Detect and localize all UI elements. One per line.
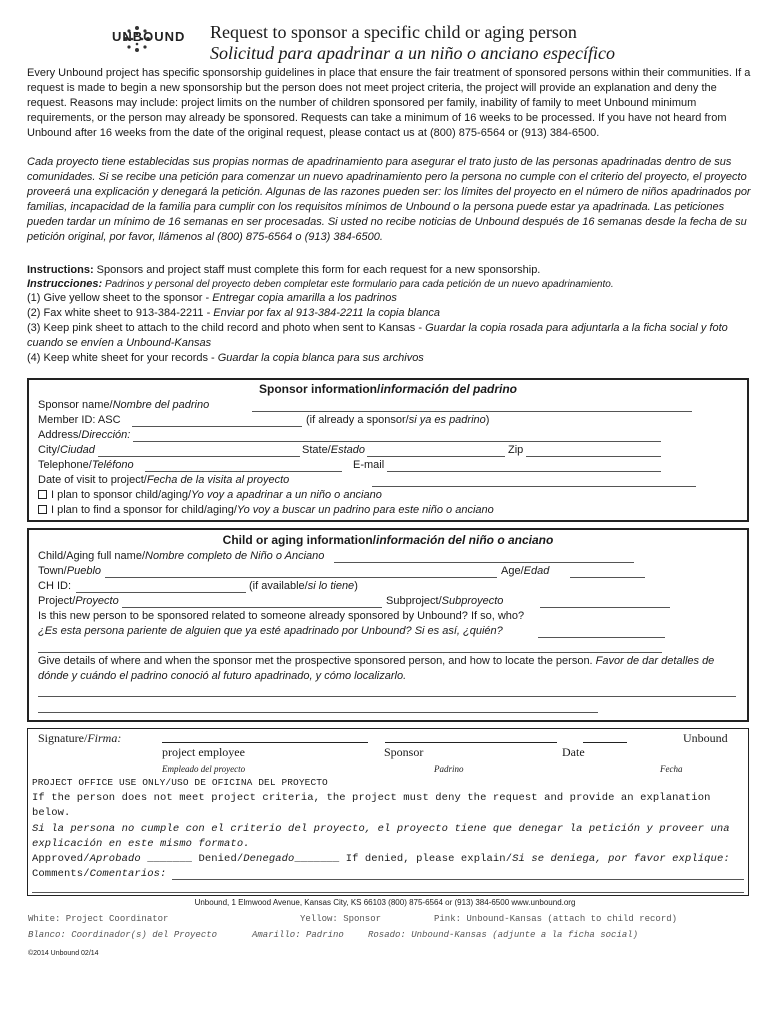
deny-note-es: Si la persona no cumple con el criterio del proyecto, el proyecto tiene que denegar la petición y proveer una <box>32 823 730 835</box>
copy-white-es: Blanco: Coordinador(s) del Proyecto <box>28 930 218 940</box>
details-field-line1[interactable] <box>38 696 736 697</box>
comments-field[interactable] <box>172 879 744 880</box>
chid-label: CH ID: <box>38 580 71 592</box>
sponsor-name-label: Sponsor name/Nombre del padrino <box>38 399 210 411</box>
age-label: Age/Edad <box>501 565 550 577</box>
checkbox[interactable] <box>38 490 47 499</box>
checkbox[interactable] <box>38 505 47 514</box>
member-id-label: Member ID: ASC <box>38 414 121 426</box>
telephone-field[interactable] <box>145 471 342 472</box>
address-field[interactable] <box>133 441 661 442</box>
project-label: Project/Proyecto <box>38 595 119 607</box>
email-label: E-mail <box>353 459 385 471</box>
email-field[interactable] <box>387 471 661 472</box>
approval-row: Approved/Aprobado _______ Denied/Denegado_______ If denied, please explain/Si se deniega, por favor explique: <box>32 853 730 865</box>
member-id-note: (if already a sponsor/si ya es padrino) <box>306 414 490 426</box>
instructions-en: Instructions: Sponsors and project staff must complete this form for each request for a new sponsorship. <box>27 264 541 276</box>
city-label: City/Ciudad <box>38 444 95 456</box>
step-2: (2) Fax white sheet to 913-384-2211 - Enviar por fax al 913-384-2211 la copia blanca <box>27 307 440 319</box>
footer-address: Unbound, 1 Elmwood Avenue, Kansas City, KS 66103 (800) 875-6564 or (913) 384-6500 www.unbound.org <box>194 898 576 907</box>
zip-field[interactable] <box>526 456 661 457</box>
project-field[interactable] <box>122 607 382 608</box>
copyright: ©2014 Unbound 02/14 <box>28 950 99 957</box>
child-name-label: Child/Aging full name/Nombre completo de Niño o Anciano <box>38 550 325 562</box>
visit-date-field[interactable] <box>372 486 696 487</box>
page-title: Request to sponsor a specific child or aging person <box>210 22 577 42</box>
details-prompt-en: Give details of where and when the sponsor met the prospective sponsored person, and how to locate the person. Favor de dar detalles de <box>38 655 715 667</box>
signature-label: Signature/Firma: <box>38 731 122 745</box>
deny-note-en: If the person does not meet project criteria, the project must deny the request and provide an explanation <box>32 792 711 804</box>
option-sponsor-child[interactable]: I plan to sponsor child/aging/Yo voy a apadrinar a un niño o anciano <box>38 488 382 503</box>
deny-note-es-cont: explicación en este mismo formato. <box>32 838 250 850</box>
child-section-title: Child or aging information/información del niño o anciano <box>222 533 554 547</box>
step-4: (4) Keep white sheet for your records - Guardar la copia blanca para sus archivos <box>27 352 424 364</box>
date-label-es: Fecha <box>660 764 683 774</box>
step-3-cont: cuando se envíen a Unbound-Kansas <box>27 337 212 349</box>
date-label: Date <box>562 745 585 759</box>
age-field[interactable] <box>570 577 645 578</box>
sponsor-name-field[interactable] <box>252 411 692 412</box>
related-field[interactable] <box>538 637 665 638</box>
option-find-sponsor[interactable]: I plan to find a sponsor for child/aging/Yo voy a buscar un padrino para este niño o anciano <box>38 503 494 518</box>
subproject-field[interactable] <box>540 607 670 608</box>
project-employee-label: project employee <box>162 745 245 759</box>
instructions-es: Instrucciones: Padrinos y personal del proyecto deben completar este formulario para cada petición de un nuevo apadrinamiento. <box>27 278 614 290</box>
sponsor-signature-field[interactable] <box>385 742 557 743</box>
sponsor-section-title: Sponsor information/información del padrino <box>258 382 518 396</box>
details-prompt-es: dónde y cuándo el padrino conoció al futuro apadrinado, y cómo localizarlo. <box>38 670 407 682</box>
unbound-label: Unbound <box>683 731 728 745</box>
child-name-field[interactable] <box>334 562 634 563</box>
office-use-heading: PROJECT OFFICE USE ONLY/USO DE OFICINA DEL PROYECTO <box>32 777 328 788</box>
sponsor-label: Sponsor <box>384 745 424 759</box>
telephone-label: Telephone/Teléfono <box>38 459 134 471</box>
intro-spanish: Cada proyecto tiene establecidas sus propias normas de apadrinamiento para asegurar el trato justo de las personas apadrinadas dentro de sus comunidades. Si se recibe una petición para comenzar un nuevo apadrinamiento pero la persona no cumple con el criterio del proyecto, el proyecto proveerá una explicación y denegará la petición. Algunas de las razones pueden ser: los límites del proyecto en el número de niños apadrinados por familias, incapacidad de la familia para cumplir con los requisitos mínimos de Unbound o la persona puede estar ya apadrinada. Las peticiones pueden tardar un mínimo de 16 semanas en ser procesadas. Si usted no recibe noticias de Unbound después de 16 semanas desde la fecha de su petición original, por favor, llámenos al (800) 875-6564 o (913) 384-6500. <box>27 156 751 243</box>
copy-yellow-es: Amarillo: Padrino <box>252 930 344 940</box>
page-title-es: Solicitud para apadrinar a un niño o anciano específico <box>210 43 615 63</box>
copy-white: White: Project Coordinator <box>28 914 169 924</box>
details-field-line2[interactable] <box>38 712 598 713</box>
denied-field[interactable]: _______ <box>294 853 346 865</box>
date-field[interactable] <box>583 742 627 743</box>
copy-yellow: Yellow: Sponsor <box>300 914 382 924</box>
comments-field-line2[interactable] <box>32 892 744 893</box>
state-field[interactable] <box>367 456 505 457</box>
related-question-es: ¿Es esta persona pariente de alguien que ya esté apadrinado por Unbound? Si es así, ¿quién? <box>38 625 503 637</box>
chid-field[interactable] <box>76 592 246 593</box>
copy-pink: Pink: Unbound-Kansas (attach to child record) <box>434 914 678 924</box>
employee-label-es: Empleado del proyecto <box>162 764 246 774</box>
town-field[interactable] <box>105 577 497 578</box>
address-label: Address/Dirección: <box>38 429 131 441</box>
subproject-label: Subproject/Subproyecto <box>386 595 504 607</box>
step-3: (3) Keep pink sheet to attach to the child record and photo when sent to Kansas - Guardar la copia rosada para adjuntarla a la ficha social y foto <box>27 322 728 334</box>
state-label: State/Estado <box>302 444 365 456</box>
sponsor-label-es: Padrino <box>434 764 464 774</box>
city-field[interactable] <box>98 456 300 457</box>
step-1: (1) Give yellow sheet to the sponsor - Entregar copia amarilla a los padrinos <box>27 292 397 304</box>
comments-label: Comments/Comentarios: <box>32 868 167 880</box>
zip-label: Zip <box>508 444 524 456</box>
approved-field[interactable]: _______ <box>140 853 199 865</box>
related-question-en: Is this new person to be sponsored related to someone already sponsored by Unbound? If so, who? <box>38 610 525 622</box>
employee-signature-field[interactable] <box>162 742 368 743</box>
visit-date-label: Date of visit to project/Fecha de la visita al proyecto <box>38 474 290 486</box>
intro-english: Every Unbound project has specific sponsorship guidelines in place that ensure the fair treatment of sponsored persons within their communities. If a request is made to begin a new sponsorship but the person does not meet project criteria, the project will provide an explanation and deny the request. Reasons may include: project limits on the number of children sponsored per family, inability of family to meet Unbound minimum requirements, or the person may already be sponsored. Requests can take a minimum of 16 weeks to be processed. If you have not heard from Unbound after 16 weeks from the date of the original request, please contact us at (800) 875-6564 or (913) 384-6500. <box>27 67 751 139</box>
logo-wordmark: UNBOUND <box>112 29 186 44</box>
deny-note-en-cont: below. <box>32 807 71 819</box>
member-id-field[interactable] <box>132 426 302 427</box>
related-field-line2[interactable] <box>38 652 662 653</box>
copy-pink-es: Rosado: Unbound-Kansas (adjunte a la ficha social) <box>368 930 639 940</box>
town-label: Town/Pueblo <box>38 565 102 577</box>
chid-note: (if available/si lo tiene) <box>249 580 358 592</box>
